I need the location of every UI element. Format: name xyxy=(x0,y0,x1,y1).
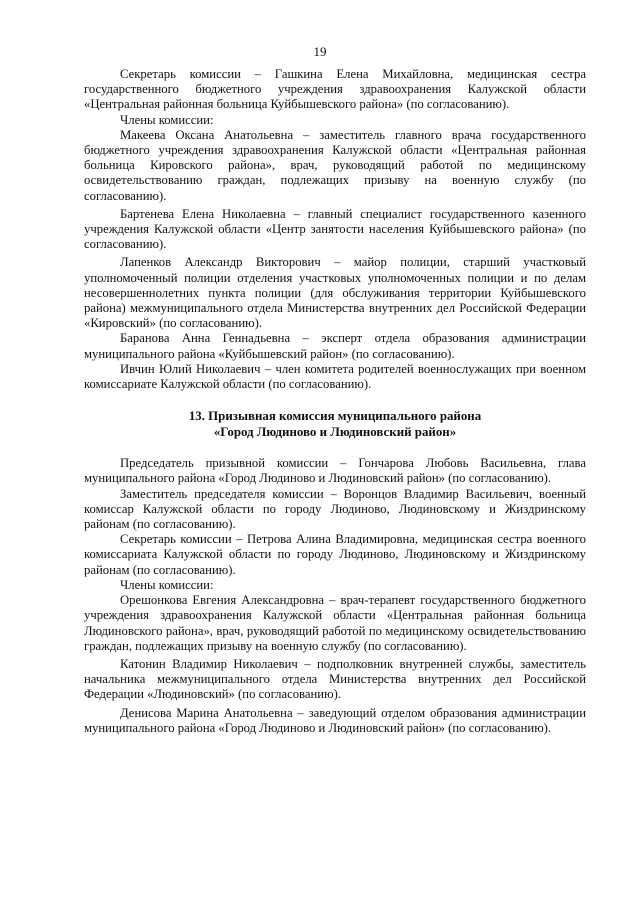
member-paragraph: Денисова Марина Анатольевна – заведующий отделом образования администрации муниципального района «Город Людиново и Людиновский район» (по согласованию). xyxy=(84,705,586,735)
member-paragraph: Макеева Оксана Анатольевна – заместитель главного врача государственного бюджетного учреждения здравоохранения Калужской области «Центральная районная больница Кировского района», врач, руководящий работой по медицинскому освидетельствованию граждан, подлежащих призыву на военную службу (по согласованию). xyxy=(84,127,586,203)
secretary-paragraph: Секретарь комиссии – Петрова Алина Владимировна, медицинская сестра военного комиссариата Калужской области по городу Людиново, Людиновскому и Жиздринскому районам (по согласованию). xyxy=(84,532,586,577)
chairman-paragraph: Председатель призывной комиссии – Гончарова Любовь Васильевна, глава муниципального района «Город Людиново и Людиновский район» (по согласованию). xyxy=(84,456,586,486)
member-paragraph: Орешонкова Евгения Александровна – врач-терапевт государственного бюджетного учреждения здравоохранения Калужской области «Центральная районная больница Людиновского района», врач, руководящий работой по медицинскому освидетельствованию граждан, подлежащих призыву на военную службу (по согласованию). xyxy=(84,593,586,653)
secretary-paragraph: Секретарь комиссии – Гашкина Елена Михайловна, медицинская сестра государственного бюджетного учреждения здравоохранения Калужской области «Центральная районная больница Куйбышевского района» (по согласованию). xyxy=(84,67,586,112)
page-number: 19 xyxy=(313,44,327,59)
member-paragraph: Бартенева Елена Николаевна – главный специалист государственного казенного учреждения Калужской области «Центр занятости населения Куйбышевского района» (по согласованию). xyxy=(84,206,586,252)
section-heading-line-1: 13. Призывная комиссия муниципального района xyxy=(188,409,482,424)
member-paragraph: Лапенков Александр Викторович – майор полиции, старший участковый уполномоченный полиции отделения участковых уполномоченных полиции и по делам несовершеннолетних пункта полиции (для обслуживания территории Куйбышевского района) межмуниципального отдела Министерства внутренних дел Российской Федерации «Кировский» (по согласованию). xyxy=(84,255,586,331)
section-heading xyxy=(84,408,586,440)
members-label: Члены комиссии: xyxy=(120,112,214,127)
member-paragraph: Ивчин Юлий Николаевич – член комитета родителей военнослужащих при военном комиссариате Калужской области (по согласованию). xyxy=(84,361,586,392)
member-paragraph: Баранова Анна Геннадьевна – эксперт отдела образования администрации муниципального района «Куйбышевский район» (по согласованию). xyxy=(84,331,586,361)
deputy-chairman-paragraph: Заместитель председателя комиссии – Воронцов Владимир Васильевич, военный комиссар Калужской области по городу Людиново, Людиновскому и Жиздринскому районам (по согласованию). xyxy=(84,486,586,532)
document-body xyxy=(84,67,586,736)
members-label: Члены комиссии: xyxy=(120,577,214,592)
member-paragraph: Катонин Владимир Николаевич – подполковник внутренней службы, заместитель начальника межмуниципального отдела Министерства внутренних дел Российской Федерации «Людиновский» (по согласованию). xyxy=(84,656,586,702)
section-heading-line-2: «Город Людиново и Людиновский район» xyxy=(213,425,457,440)
